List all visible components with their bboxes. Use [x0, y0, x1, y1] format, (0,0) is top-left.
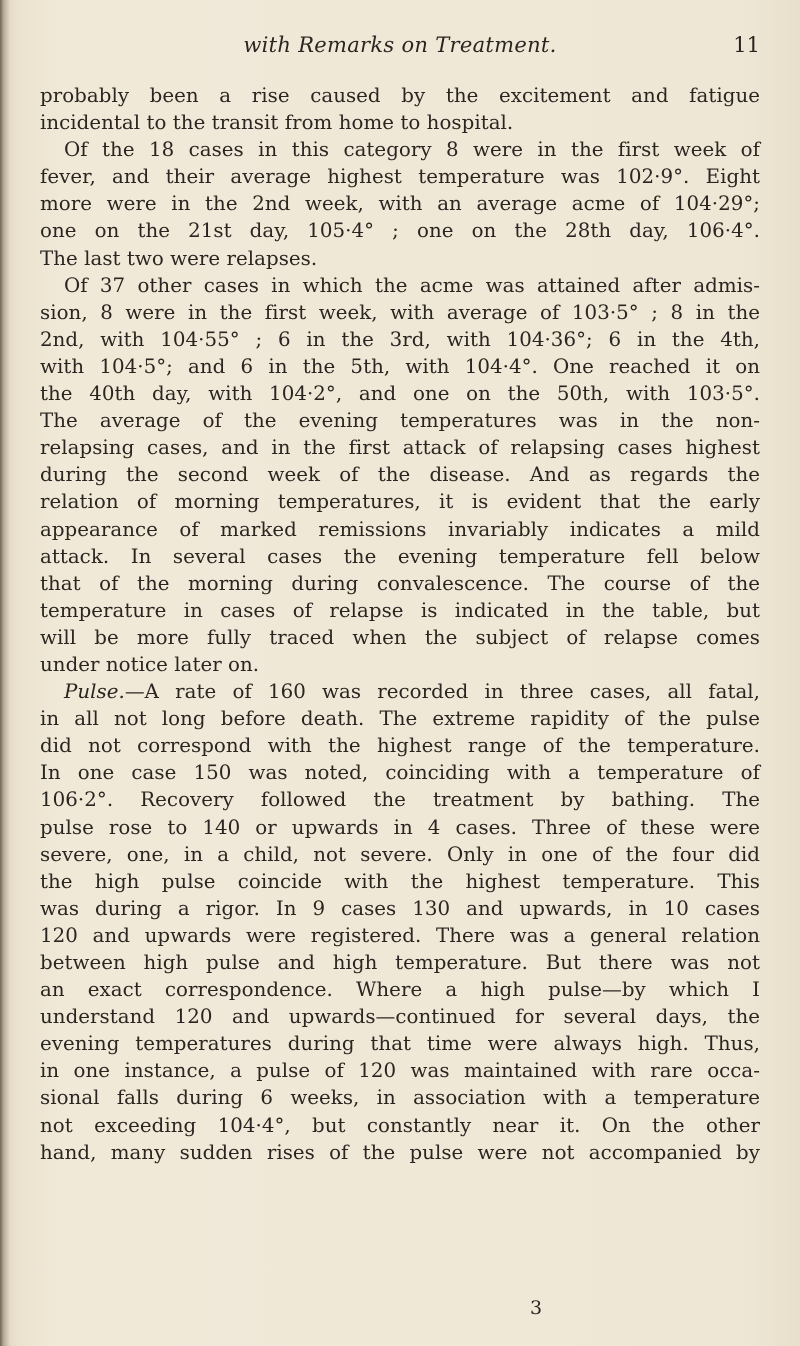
- text-line: more were in the 2nd week, with an average acme of 104·29°;: [40, 192, 760, 216]
- text-line: in one instance, a pulse of 120 was maintained with rare occa-: [40, 1059, 760, 1083]
- text-line: appearance of marked remissions invariably indicates a mild: [40, 517, 760, 541]
- text-line: incidental to the transit from home to hospital.: [40, 111, 514, 135]
- text-line: an exact correspondence. Where a high pulse—by which I: [40, 978, 760, 1002]
- text-line: The last two were relapses.: [40, 246, 318, 270]
- text-line: 120 and upwards were registered. There was a general relation: [40, 923, 760, 947]
- running-head: [40, 30, 760, 60]
- text-line: relation of morning temperatures, it is evident that the early: [40, 490, 760, 514]
- page-number: 11: [733, 33, 760, 57]
- text-line: the 40th day, with 104·2°, and one on the 50th, with 103·5°.: [40, 382, 760, 406]
- text-line: was during a rigor. In 9 cases 130 and upwards, in 10 cases: [40, 896, 760, 920]
- text-line: Of 37 other cases in which the acme was attained after admis-: [64, 273, 760, 297]
- text-line: sional falls during 6 weeks, in association with a temperature: [40, 1086, 760, 1110]
- text-line: under notice later on.: [40, 652, 260, 676]
- text-line: understand 120 and upwards—continued for several days, the: [40, 1005, 760, 1029]
- text-line: hand, many sudden rises of the pulse were not accompanied by: [40, 1140, 760, 1164]
- text-line: pulse rose to 140 or upwards in 4 cases. Three of these were: [40, 815, 760, 839]
- text-line: not exceeding 104·4°, but constantly near it. On the other: [40, 1113, 760, 1137]
- text-line: evening temperatures during that time were always high. Thus,: [40, 1032, 760, 1056]
- text-line: during the second week of the disease. And as regards the: [40, 463, 760, 487]
- text-line: between high pulse and high temperature. But there was not: [40, 951, 760, 974]
- signature-mark: 3: [530, 1297, 543, 1319]
- pulse-heading: Pulse.: [64, 680, 125, 704]
- binding-edge: [0, 0, 10, 1346]
- pulse-line-text: —A rate of 160 was recorded in three cases, all fatal,: [124, 680, 760, 704]
- text-line: with 104·5°; and 6 in the 5th, with 104·4°. One reached it on: [40, 354, 760, 378]
- text-line: attack. In several cases the evening temperature fell below: [40, 544, 760, 568]
- body-text: [40, 82, 760, 1166]
- text-line: 2nd, with 104·55° ; 6 in the 3rd, with 104·36°; 6 in the 4th,: [40, 327, 760, 351]
- text-line: severe, one, in a child, not severe. Only in one of the four did: [40, 842, 760, 866]
- text-line: fever, and their average highest temperature was 102·9°. Eight: [40, 165, 760, 189]
- text-line: sion, 8 were in the first week, with average of 103·5° ; 8 in the: [40, 300, 760, 324]
- pulse-paragraph-first-line: [40, 678, 760, 705]
- text-line: the high pulse coincide with the highest temperature. This: [40, 869, 760, 893]
- text-line: in all not long before death. The extreme rapidity of the pulse: [40, 707, 760, 731]
- text-line: one on the 21st day, 105·4° ; one on the 28th day, 106·4°.: [40, 219, 760, 243]
- text-line: The average of the evening temperatures was in the non-: [40, 409, 760, 433]
- text-line: temperature in cases of relapse is indicated in the table, but: [40, 598, 760, 622]
- text-line: that of the morning during convalescence. The course of the: [40, 571, 760, 595]
- text-line: relapsing cases, and in the first attack of relapsing cases highest: [40, 436, 760, 460]
- text-line: Of the 18 cases in this category 8 were in the first week of: [64, 138, 760, 162]
- text-line: 106·2°. Recovery followed the treatment by bathing. The: [40, 788, 760, 812]
- text-line: In one case 150 was noted, coinciding with a temperature of: [40, 761, 760, 785]
- text-line: probably been a rise caused by the excitement and fatigue: [40, 84, 760, 107]
- text-line: did not correspond with the highest range of the temperature.: [40, 734, 760, 758]
- running-head-title: with Remarks on Treatment.: [243, 33, 557, 57]
- text-line: will be more fully traced when the subject of relapse comes: [40, 625, 760, 649]
